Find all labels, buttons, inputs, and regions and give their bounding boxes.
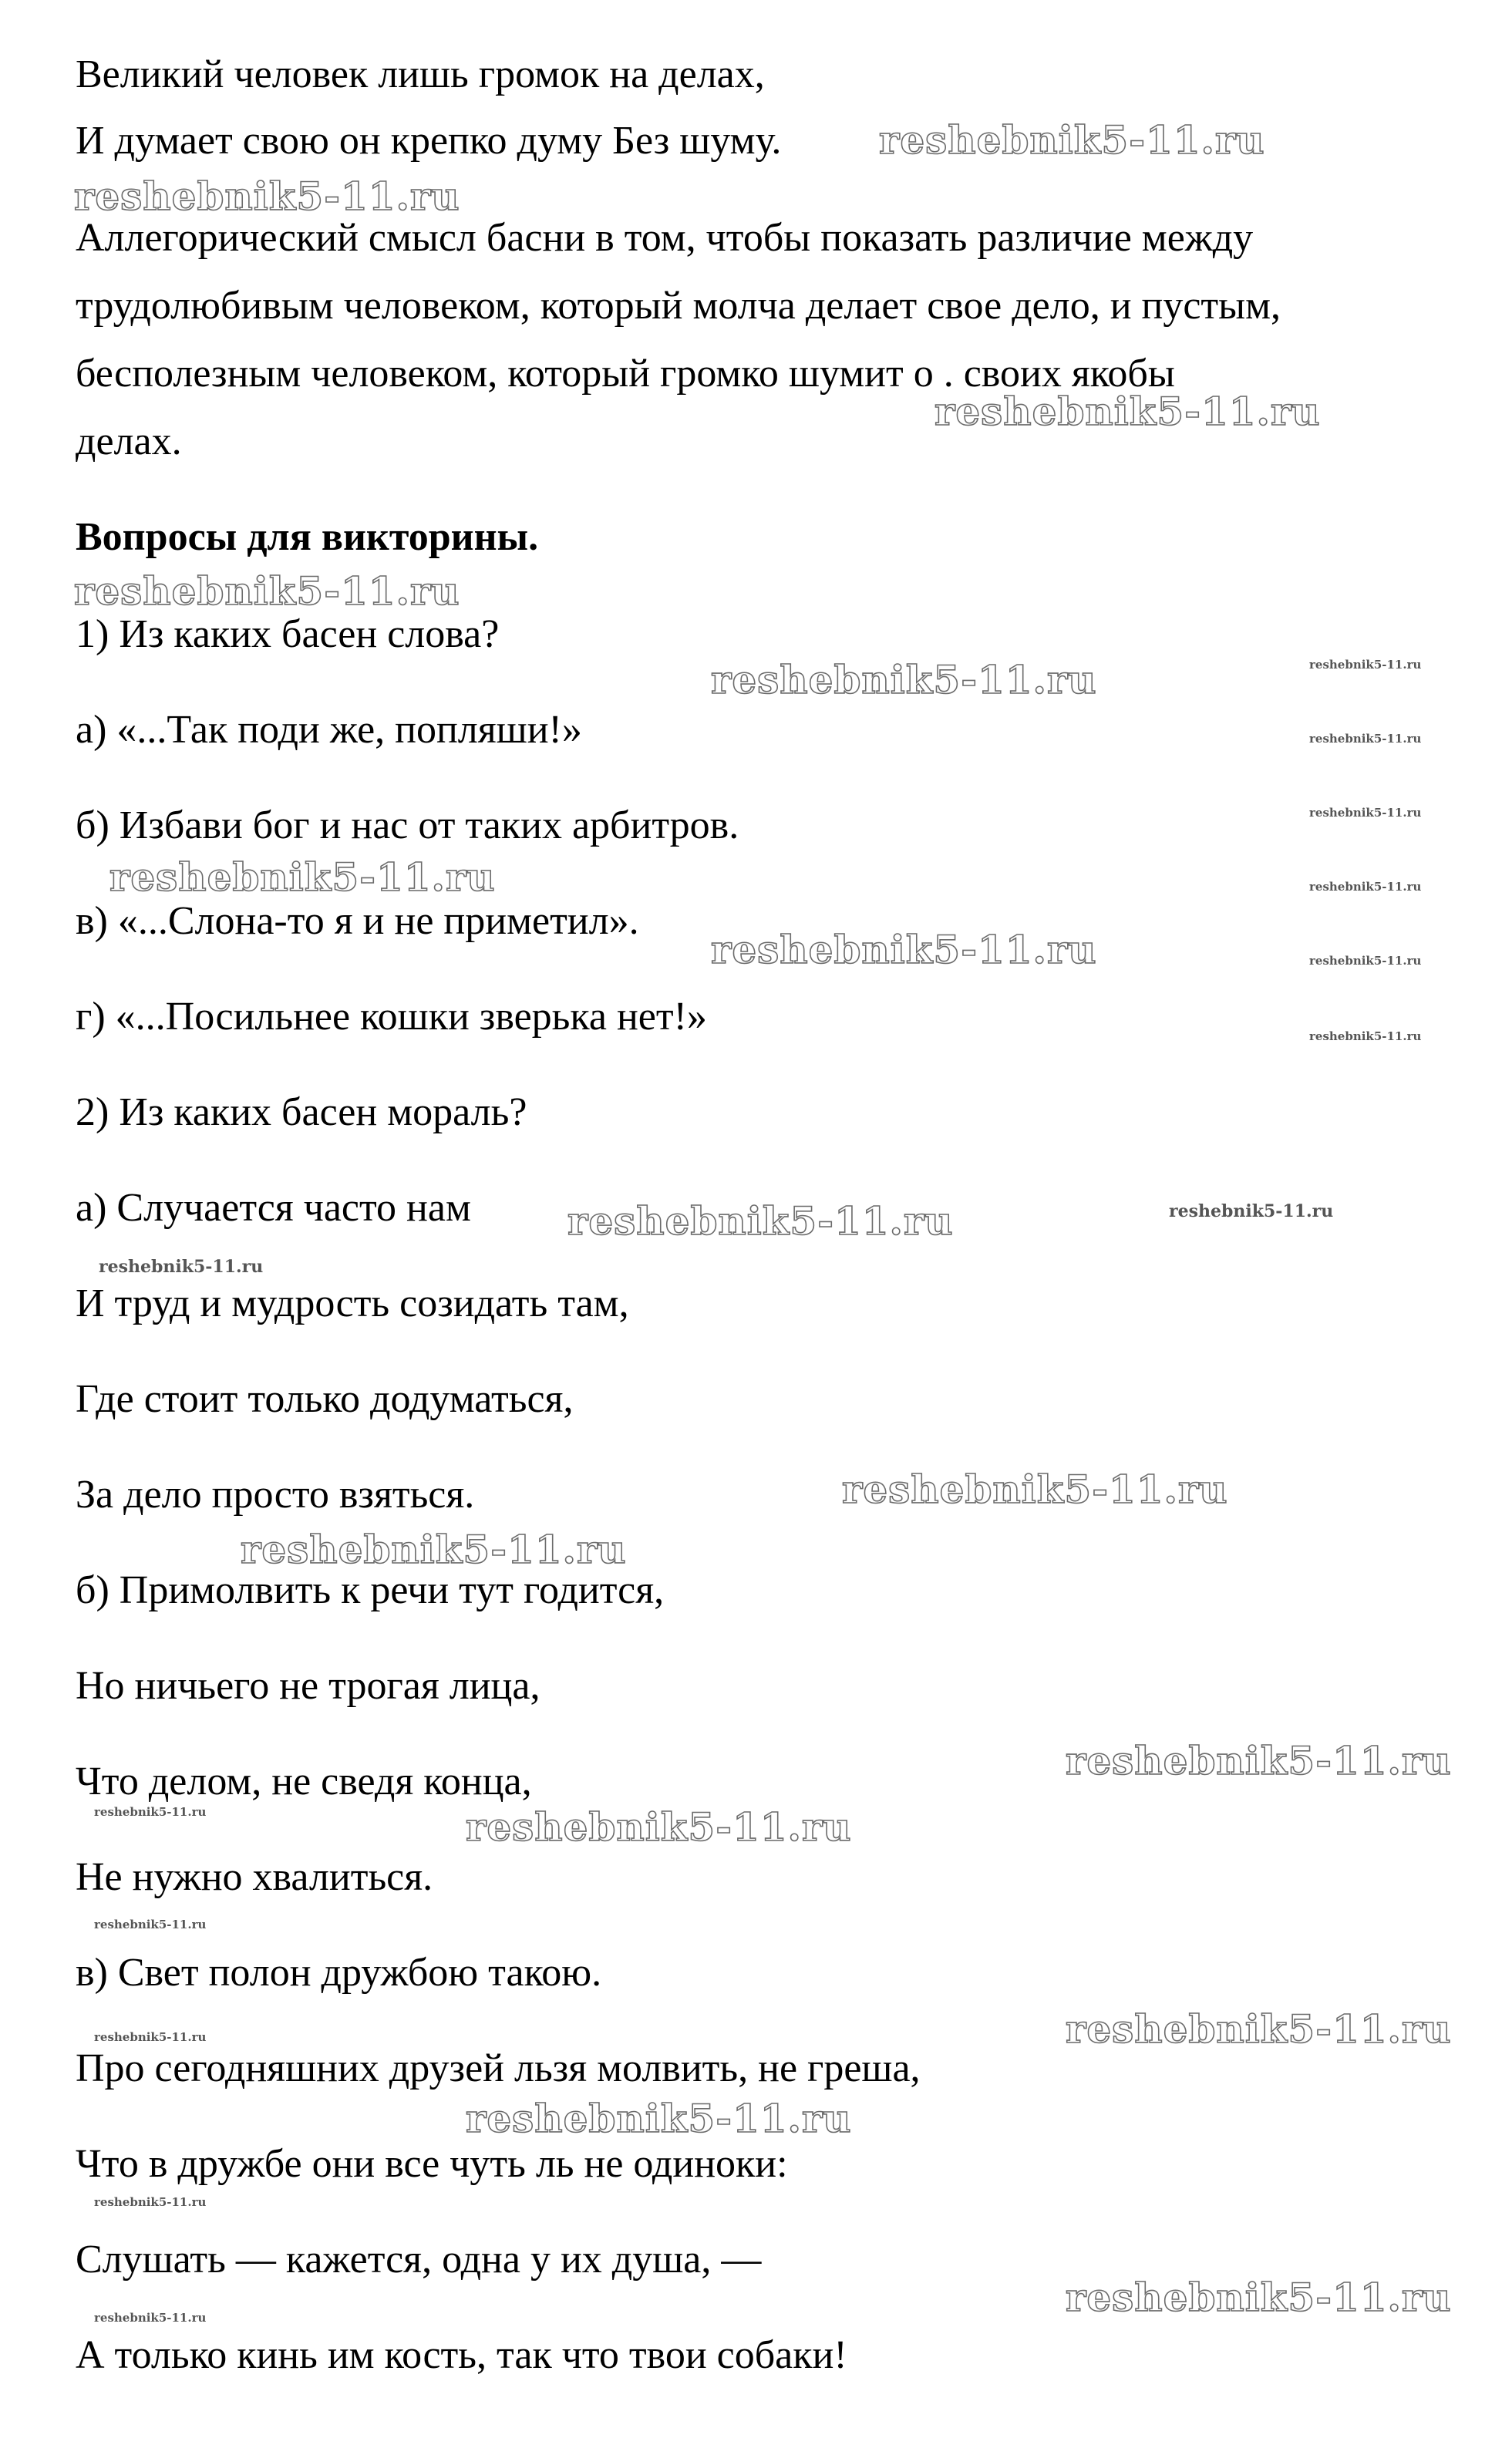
- verse-line: б) Примолвить к речи тут годится,: [76, 1568, 665, 1612]
- watermark: reshebnik5-11.ru: [94, 1805, 207, 1819]
- watermark: reshebnik5-11.ru: [711, 657, 1097, 702]
- question-option: в) «...Слона-то я и не приметил».: [76, 899, 639, 943]
- watermark: reshebnik5-11.ru: [1169, 1201, 1334, 1221]
- verse-line: Про сегодняшних друзей льзя молвить, не греша,: [76, 2046, 921, 2090]
- verse-line: За дело просто взяться.: [76, 1473, 475, 1517]
- text-line: делах.: [76, 419, 182, 463]
- question-title: 1) Из каких басен слова?: [76, 612, 500, 656]
- watermark: reshebnik5-11.ru: [879, 117, 1265, 163]
- watermark: reshebnik5-11.ru: [74, 173, 460, 219]
- verse-line: Но ничьего не трогая лица,: [76, 1664, 540, 1708]
- text-line: Аллегорический смысл басни в том, чтобы показать различие между: [76, 216, 1254, 260]
- watermark: reshebnik5-11.ru: [1066, 2006, 1452, 2052]
- text-line: И думает свою он крепко думу Без шуму.: [76, 119, 782, 163]
- watermark: reshebnik5-11.ru: [1066, 2275, 1452, 2320]
- text-line: Великий человек лишь громок на делах,: [76, 52, 765, 96]
- watermark: reshebnik5-11.ru: [94, 2311, 207, 2325]
- question-option: г) «...Посильнее кошки зверька нет!»: [76, 995, 707, 1039]
- watermark: reshebnik5-11.ru: [1309, 732, 1422, 746]
- question-title: 2) Из каких басен мораль?: [76, 1090, 527, 1134]
- watermark: reshebnik5-11.ru: [711, 927, 1097, 972]
- watermark: reshebnik5-11.ru: [94, 1918, 207, 1931]
- verse-line: а) Случается часто нам: [76, 1186, 471, 1230]
- verse-line: Не нужно хвалиться.: [76, 1855, 433, 1899]
- watermark: reshebnik5-11.ru: [1309, 806, 1422, 820]
- watermark: reshebnik5-11.ru: [1309, 954, 1422, 968]
- watermark: reshebnik5-11.ru: [1309, 1029, 1422, 1043]
- verse-line: Где стоит только додуматься,: [76, 1377, 574, 1421]
- question-option: б) Избави бог и нас от таких арбитров.: [76, 803, 739, 847]
- watermark: reshebnik5-11.ru: [1309, 658, 1422, 672]
- watermark: reshebnik5-11.ru: [1309, 880, 1422, 894]
- verse-line: Слушать — кажется, одна у их душа, —: [76, 2238, 762, 2282]
- verse-line: И труд и мудрость созидать там,: [76, 1281, 629, 1325]
- text-line: трудолюбивым человеком, который молча делает свое дело, и пустым,: [76, 284, 1281, 328]
- verse-line: Что в дружбе они все чуть ль не одиноки:: [76, 2142, 788, 2186]
- watermark: reshebnik5-11.ru: [241, 1527, 627, 1572]
- watermark: reshebnik5-11.ru: [567, 1198, 954, 1244]
- watermark: reshebnik5-11.ru: [99, 1257, 264, 1277]
- watermark: reshebnik5-11.ru: [842, 1467, 1228, 1512]
- watermark: reshebnik5-11.ru: [466, 2096, 852, 2141]
- text-line: бесполезным человеком, который громко шумит о . своих якобы: [76, 352, 1175, 396]
- question-option: а) «...Так поди же, попляши!»: [76, 708, 582, 752]
- watermark: reshebnik5-11.ru: [94, 2195, 207, 2209]
- verse-line: Что делом, не сведя конца,: [76, 1760, 532, 1803]
- watermark: reshebnik5-11.ru: [74, 568, 460, 614]
- verse-line: в) Свет полон дружбою такою.: [76, 1951, 602, 1995]
- watermark: reshebnik5-11.ru: [934, 389, 1321, 434]
- watermark: reshebnik5-11.ru: [1066, 1738, 1452, 1783]
- watermark: reshebnik5-11.ru: [109, 854, 496, 900]
- verse-line: А только кинь им кость, так что твои собаки!: [76, 2333, 847, 2377]
- watermark: reshebnik5-11.ru: [94, 2030, 207, 2044]
- section-heading: Вопросы для викторины.: [76, 515, 539, 559]
- watermark: reshebnik5-11.ru: [466, 1804, 852, 1850]
